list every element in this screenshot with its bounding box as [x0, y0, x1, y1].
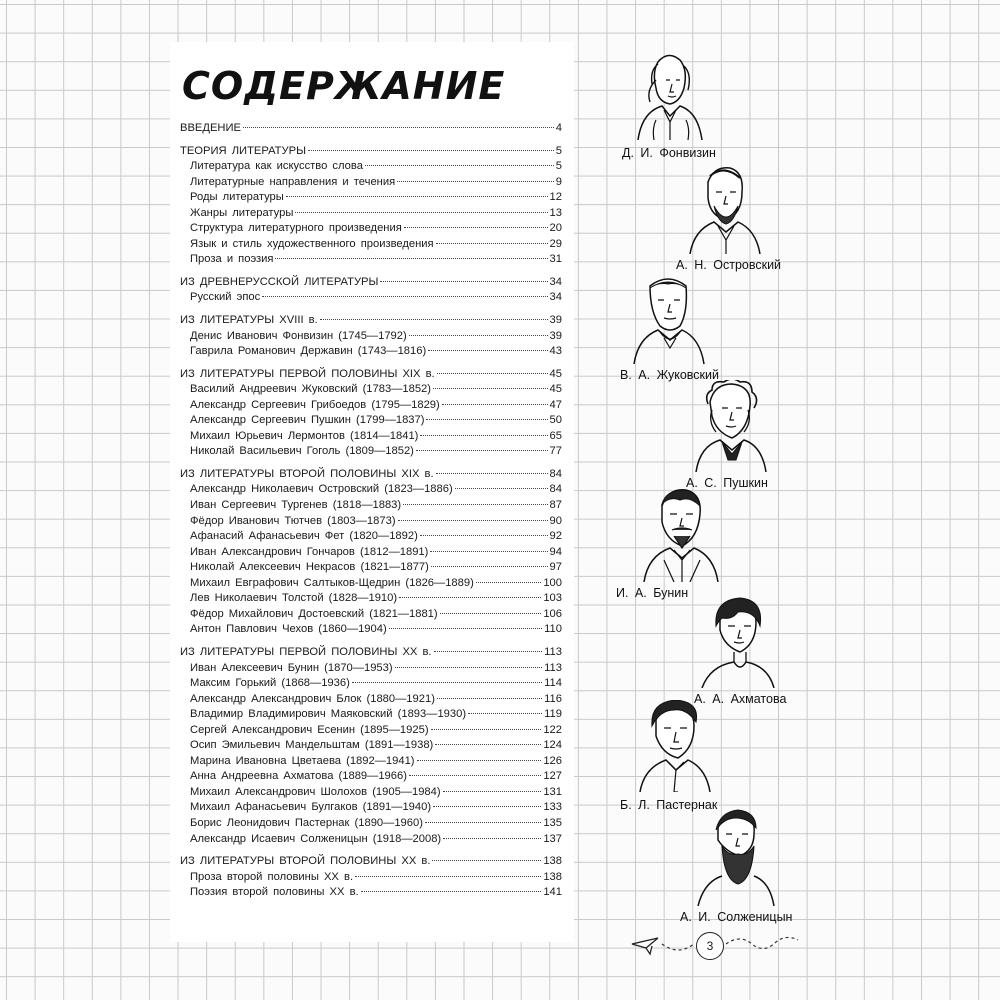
toc-entry-page: 84 [549, 483, 562, 496]
toc-entry [180, 413, 562, 429]
toc-entry [180, 692, 562, 708]
portrait-caption: А. С. Пушкин [686, 476, 768, 490]
toc-entry-page: 39 [549, 329, 562, 342]
toc-entry-label: Литература как искусство слова [190, 160, 363, 173]
toc-section [180, 645, 562, 847]
toc-section-heading-label: ИЗ ЛИТЕРАТУРЫ ПЕРВОЙ ПОЛОВИНЫ XX в. [180, 645, 432, 658]
toc-section-heading-page: 45 [549, 367, 562, 380]
toc-entry-label: Александр Сергеевич Пушкин (1799—1837) [190, 414, 425, 427]
dot-leader [417, 760, 542, 761]
toc-entry-page: 20 [549, 222, 562, 235]
toc-section-heading-label: ИЗ ЛИТЕРАТУРЫ ПЕРВОЙ ПОЛОВИНЫ XIX в. [180, 367, 435, 380]
toc-entry [180, 591, 562, 607]
dot-leader [308, 150, 554, 151]
dot-leader [436, 473, 548, 474]
toc-entry-label: Анна Андреевна Ахматова (1889—1966) [190, 770, 407, 783]
portrait-bunin [616, 486, 720, 600]
toc-entry-page: 50 [549, 414, 562, 427]
toc-section [180, 313, 562, 360]
toc-section-heading-label: ИЗ ЛИТЕРАТУРЫ ВТОРОЙ ПОЛОВИНЫ XIX в. [180, 467, 434, 480]
dot-leader [440, 613, 542, 614]
toc-entry-page: 133 [543, 801, 562, 814]
toc-entry-page: 138 [543, 870, 562, 883]
toc-entry-label: Марина Ивановна Цветаева (1892—1941) [190, 754, 415, 767]
toc-section-heading-page: 5 [555, 144, 562, 157]
toc-entry [180, 175, 562, 191]
dot-leader [286, 196, 548, 197]
toc-entry-page: 65 [549, 429, 562, 442]
toc-entry-page: 126 [543, 754, 562, 767]
toc-section [180, 144, 562, 268]
table-of-contents [180, 121, 562, 908]
toc-entry-label: Литературные направления и течения [190, 175, 396, 188]
dot-leader [361, 891, 542, 892]
portrait-pushkin-icon [690, 380, 770, 472]
toc-entry-label: Александр Александрович Блок (1880—1921) [190, 692, 435, 705]
toc-entry-label: Поэзия второй половины XX в. [190, 886, 359, 899]
toc-entry-label: Николай Васильевич Гоголь (1809—1852) [190, 445, 414, 458]
toc-entry-label: Язык и стиль художественного произведения [190, 237, 434, 250]
dot-leader [262, 296, 547, 297]
toc-entry [180, 290, 562, 306]
toc-entry-label: Владимир Владимирович Маяковский (1893—1930) [190, 708, 467, 721]
dot-leader [426, 419, 547, 420]
portrait-caption: В. А. Жуковский [620, 368, 719, 382]
toc-entry-label: Александр Исаевич Солженицын (1918—2008) [190, 832, 442, 845]
toc-entry-label: Михаил Юрьевич Лермонтов (1814—1841) [190, 429, 419, 442]
toc-entry-page: 94 [549, 545, 562, 558]
toc-entry [180, 560, 562, 576]
toc-entry [180, 885, 562, 901]
toc-section [180, 121, 562, 137]
portrait-ostrovsky [676, 162, 782, 272]
toc-entry-page: 106 [543, 607, 562, 620]
toc-entry-label: Гаврила Романович Державин (1743—1816) [190, 345, 427, 358]
toc-entry-page: 34 [549, 291, 562, 304]
dot-leader [433, 388, 548, 389]
dot-leader [409, 775, 541, 776]
toc-section-heading-page: 84 [549, 467, 562, 480]
dot-leader [435, 744, 541, 745]
dot-leader [442, 404, 548, 405]
toc-entry-label: Василий Андреевич Жуковский (1783—1852) [190, 383, 431, 396]
portrait-pasternak [620, 700, 718, 812]
toc-entry-label: Осип Эмильевич Мандельштам (1891—1938) [190, 739, 434, 752]
dot-leader [455, 488, 548, 489]
toc-entry-page: 12 [549, 191, 562, 204]
portrait-caption: А. А. Ахматова [694, 692, 787, 706]
portrait-caption: А. И. Солженицын [680, 910, 793, 924]
dot-leader [409, 335, 548, 336]
toc-entry-label: Борис Леонидович Пастернак (1890—1960) [190, 816, 423, 829]
toc-entry [180, 398, 562, 414]
toc-entry-page: 100 [543, 576, 562, 589]
dot-leader [431, 566, 548, 567]
dot-leader [430, 551, 547, 552]
toc-section [180, 467, 562, 638]
toc-entry [180, 816, 562, 832]
toc-entry-label: Фёдор Михайлович Достоевский (1821—1881) [190, 607, 438, 620]
toc-entry [180, 237, 562, 253]
dot-leader [434, 651, 543, 652]
toc-entry-label: Иван Алексеевич Бунин (1870—1953) [190, 661, 393, 674]
toc-entry [180, 545, 562, 561]
toc-entry-page: 43 [549, 345, 562, 358]
toc-entry [180, 329, 562, 345]
dot-leader [320, 319, 548, 320]
dot-leader [437, 698, 542, 699]
dot-leader [243, 127, 554, 128]
toc-entry-label: Фёдор Иванович Тютчев (1803—1873) [190, 514, 396, 527]
dot-leader [365, 165, 554, 166]
toc-entry [180, 576, 562, 592]
toc-entry-label: Иван Сергеевич Тургенев (1818—1883) [190, 499, 402, 512]
dot-leader [432, 860, 541, 861]
toc-entry [180, 800, 562, 816]
dot-leader [443, 838, 541, 839]
dot-leader [428, 350, 547, 351]
toc-entry-page: 113 [544, 661, 562, 674]
toc-entry-label: Михаил Афанасьевич Булгаков (1891—1940) [190, 801, 432, 814]
portrait-akhmatova-icon [698, 596, 778, 688]
toc-entry-page: 103 [543, 592, 562, 605]
toc-entry [180, 769, 562, 785]
dot-leader [420, 535, 548, 536]
toc-entry-page: 135 [543, 816, 562, 829]
toc-entry-label: Денис Иванович Фонвизин (1745—1792) [190, 329, 407, 342]
toc-entry-page: 141 [543, 886, 562, 899]
toc-entry-page: 127 [543, 770, 562, 783]
toc-entry-label: Иван Александрович Гончаров (1812—1891) [190, 545, 429, 558]
toc-entry [180, 482, 562, 498]
dot-leader [295, 212, 547, 213]
toc-entry-page: 90 [549, 514, 562, 527]
dot-leader [476, 582, 542, 583]
portrait-caption: И. А. Бунин [616, 586, 689, 600]
toc-entry [180, 622, 562, 638]
toc-entry-page: 110 [544, 623, 562, 636]
toc-section [180, 367, 562, 460]
portrait-solzhenitsyn-icon [696, 806, 776, 906]
toc-section-heading-label: ИЗ ДРЕВНЕРУССКОЙ ЛИТЕРАТУРЫ [180, 275, 379, 288]
toc-entry-page: 97 [549, 561, 562, 574]
toc-entry-page: 124 [543, 739, 562, 752]
dot-leader [399, 597, 541, 598]
dot-leader [275, 258, 547, 259]
dot-leader [433, 806, 541, 807]
toc-entry-page: 119 [544, 708, 562, 721]
dot-leader [425, 822, 541, 823]
contents-panel [170, 42, 574, 942]
toc-entry-label: Антон Павлович Чехов (1860—1904) [190, 623, 387, 636]
portrait-zhukovsky [620, 272, 719, 382]
toc-entry [180, 382, 562, 398]
toc-section-heading-page: 4 [555, 122, 562, 134]
toc-section-heading [180, 467, 562, 483]
toc-entry-page: 116 [544, 692, 562, 705]
toc-section-heading [180, 854, 562, 870]
toc-section-heading [180, 313, 562, 329]
dot-leader [395, 667, 543, 668]
portrait-zhukovsky-icon [628, 272, 708, 364]
toc-entry [180, 661, 562, 677]
dot-leader [355, 876, 541, 877]
toc-entry-page: 92 [549, 530, 562, 543]
toc-entry-page: 87 [549, 499, 562, 512]
dot-leader [416, 450, 548, 451]
dot-leader [398, 520, 548, 521]
page-number: 3 [696, 932, 724, 960]
dot-leader [431, 729, 542, 730]
toc-entry-label: Структура литературного произведения [190, 222, 402, 235]
toc-entry-label: Николай Алексеевич Некрасов (1821—1877) [190, 561, 429, 574]
toc-section-heading [180, 275, 562, 291]
dot-leader [420, 435, 547, 436]
toc-entry-page: 13 [549, 206, 562, 219]
page-title: СОДЕРЖАНИЕ [182, 64, 506, 108]
toc-section-heading-label: ТЕОРИЯ ЛИТЕРАТУРЫ [180, 144, 306, 157]
toc-entry [180, 498, 562, 514]
toc-entry-page: 137 [543, 832, 562, 845]
toc-section-heading-label: ВВЕДЕНИЕ [180, 122, 242, 134]
toc-entry-label: Александр Сергеевич Грибоедов (1795—1829) [190, 398, 440, 411]
toc-entry [180, 785, 562, 801]
toc-entry [180, 738, 562, 754]
dot-leader [380, 281, 547, 282]
dot-leader [437, 373, 548, 374]
toc-entry-label: Максим Горький (1868—1936) [190, 677, 350, 690]
dot-leader [403, 504, 547, 505]
toc-entry [180, 221, 562, 237]
dot-leader [468, 713, 542, 714]
toc-entry [180, 607, 562, 623]
toc-entry [180, 429, 562, 445]
toc-section-heading-label: ИЗ ЛИТЕРАТУРЫ XVIII в. [180, 314, 318, 327]
toc-section-heading-label: ИЗ ЛИТЕРАТУРЫ ВТОРОЙ ПОЛОВИНЫ XX в. [180, 855, 431, 868]
portrait-caption: А. Н. Островский [676, 258, 782, 272]
portrait-fonvizin [622, 50, 716, 160]
portrait-bunin-icon [640, 486, 720, 582]
portrait-ostrovsky-icon [684, 162, 764, 254]
dot-leader [404, 227, 548, 228]
toc-entry-label: Афанасий Афанасьевич Фет (1820—1892) [190, 530, 418, 543]
toc-entry-label: Жанры литературы [190, 206, 294, 219]
toc-entry-label: Проза и поэзия [190, 253, 274, 266]
toc-entry [180, 707, 562, 723]
toc-entry [180, 514, 562, 530]
toc-entry [180, 252, 562, 268]
portrait-caption: Б. Л. Пастернак [620, 798, 718, 812]
toc-entry [180, 206, 562, 222]
portrait-pasternak-icon [634, 700, 714, 792]
dot-leader [389, 628, 542, 629]
toc-entry-page: 45 [549, 383, 562, 396]
dot-leader [436, 243, 548, 244]
toc-entry-label: Александр Николаевич Островский (1823—1886) [190, 483, 453, 496]
toc-entry-label: Проза второй половины XX в. [190, 870, 354, 883]
toc-entry-label: Русский эпос [190, 291, 261, 304]
toc-entry-page: 131 [543, 785, 562, 798]
toc-section-heading-page: 34 [549, 275, 562, 288]
dot-leader [397, 181, 554, 182]
page-footer [630, 930, 800, 960]
toc-section-heading [180, 121, 562, 137]
toc-entry-label: Сергей Александрович Есенин (1895—1925) [190, 723, 429, 736]
toc-entry-label: Михаил Александрович Шолохов (1905—1984) [190, 785, 441, 798]
toc-entry-label: Роды литературы [190, 191, 284, 204]
toc-section-heading [180, 367, 562, 383]
toc-section-heading-page: 39 [549, 314, 562, 327]
toc-section-heading [180, 645, 562, 661]
dot-leader [443, 791, 542, 792]
toc-section-heading-page: 138 [543, 855, 562, 868]
toc-entry [180, 832, 562, 848]
toc-entry [180, 723, 562, 739]
toc-section [180, 275, 562, 306]
toc-entry-page: 29 [549, 237, 562, 250]
toc-entry [180, 444, 562, 460]
toc-entry [180, 676, 562, 692]
toc-entry-label: Лев Николаевич Толстой (1828—1910) [190, 592, 398, 605]
portrait-pushkin [686, 380, 770, 490]
toc-section [180, 854, 562, 901]
toc-entry [180, 754, 562, 770]
toc-entry [180, 190, 562, 206]
toc-entry-page: 31 [549, 253, 562, 266]
portrait-fonvizin-icon [628, 50, 708, 140]
toc-entry-page: 9 [555, 175, 562, 188]
dot-leader [352, 682, 542, 683]
toc-entry-label: Михаил Евграфович Салтыков-Щедрин (1826—1889) [190, 576, 474, 589]
portrait-akhmatova [694, 596, 787, 706]
toc-entry-page: 77 [549, 445, 562, 458]
toc-entry-page: 47 [549, 398, 562, 411]
toc-entry [180, 529, 562, 545]
toc-section-heading-page: 113 [544, 645, 562, 658]
toc-entry [180, 159, 562, 175]
toc-entry [180, 344, 562, 360]
portrait-caption: Д. И. Фонвизин [622, 146, 716, 160]
toc-entry-page: 114 [544, 677, 562, 690]
toc-section-heading [180, 144, 562, 160]
toc-entry-page: 5 [555, 160, 562, 173]
toc-entry-page: 122 [543, 723, 562, 736]
toc-entry [180, 870, 562, 886]
portrait-column [600, 40, 820, 940]
portrait-solzhenitsyn [680, 806, 793, 924]
